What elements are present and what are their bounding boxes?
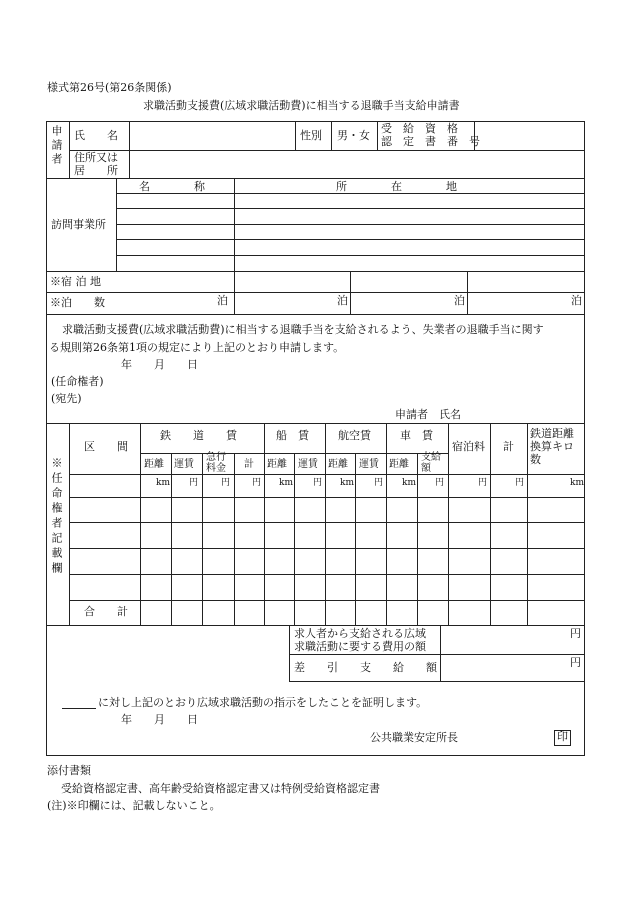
visit-name-header: 名 称	[139, 180, 205, 193]
table-rule-horizontal	[116, 239, 585, 240]
unit-yen: 円	[313, 478, 323, 488]
visit-label: 訪問事業所	[51, 218, 106, 231]
table-rule-vertical	[355, 453, 356, 626]
night-unit: 泊	[217, 294, 228, 307]
night-unit: 泊	[337, 294, 348, 307]
sub-fare: 運賃	[359, 459, 379, 470]
table-rule-vertical	[69, 423, 70, 626]
gender-label: 性別	[300, 129, 322, 142]
address-label-2: 居 所	[74, 164, 118, 177]
unit-km: km	[340, 478, 354, 488]
table-rule-vertical	[129, 121, 130, 179]
unit-km: km	[402, 478, 416, 488]
night-unit: 泊	[571, 294, 582, 307]
table-rule-horizontal	[116, 208, 585, 209]
seal-box: 印	[554, 730, 571, 746]
table-rule-vertical	[350, 271, 351, 314]
sub-fare: 運賃	[298, 459, 318, 470]
unit-yen: 円	[570, 627, 581, 640]
table-rule-vertical	[417, 453, 418, 626]
unit-yen: 円	[374, 478, 384, 488]
table-rule-horizontal	[46, 271, 585, 272]
table-rule-horizontal	[46, 292, 585, 293]
table-rule-vertical	[386, 423, 387, 626]
cert-label-1: 受 給 資 格	[381, 122, 458, 135]
address-label-1: 住所又は	[74, 151, 118, 164]
table-rule-vertical	[331, 121, 332, 151]
ship-fare-header: 船 賃	[276, 429, 309, 442]
table-rule-horizontal	[69, 497, 585, 498]
table-rule-horizontal	[69, 150, 585, 151]
certification-text: に対し上記のとおり広域求職活動の指示をしたことを証明します。	[98, 696, 428, 709]
table-rule-vertical	[377, 121, 378, 151]
table-rule-horizontal	[46, 625, 585, 626]
table-rule-vertical	[527, 423, 528, 626]
attachments-text: 受給資格認定書、高年齢受給資格認定書又は特例受給資格認定書	[61, 782, 380, 795]
table-rule-horizontal	[46, 314, 585, 315]
unit-yen: 円	[252, 478, 262, 488]
table-rule-horizontal	[116, 224, 585, 225]
gender-value: 男・女	[337, 129, 370, 142]
cert-label-2: 認 定 書 番 号	[381, 135, 480, 148]
lodging-fee-header: 宿泊料	[452, 440, 485, 453]
table-rule-vertical	[234, 453, 235, 626]
grand-total-label: 合 計	[84, 605, 128, 618]
table-rule-vertical	[234, 178, 235, 314]
unit-yen: 円	[189, 478, 199, 488]
declaration-line-2: る規則第26条第1項の規定により上記のとおり申請します。	[49, 341, 345, 354]
total-header: 計	[503, 440, 514, 453]
sub-fare: 運賃	[174, 459, 194, 470]
rail-km-header-2: 換算キロ	[530, 440, 574, 453]
sub-express-2: 料金	[206, 463, 226, 474]
unit-km: km	[156, 478, 170, 488]
addressee-label: (宛先)	[51, 392, 82, 405]
table-rule-vertical	[171, 453, 172, 626]
appointer-column-label: ※任命権者記載欄	[50, 457, 63, 577]
appointer-label: (任命権者)	[51, 375, 104, 388]
visit-location-header: 所 在 地	[336, 180, 457, 193]
unit-yen: 円	[221, 478, 231, 488]
table-rule-horizontal	[46, 423, 585, 424]
declaration-date: 年 月 日	[121, 358, 198, 371]
signer-label: 公共職業安定所長	[370, 731, 458, 744]
table-rule-horizontal	[46, 121, 585, 122]
rail-km-header-3: 数	[530, 453, 541, 466]
table-rule-horizontal	[69, 474, 585, 475]
sub-distance: 距離	[144, 459, 164, 470]
difference-label: 差 引 支 給 額	[294, 661, 437, 674]
car-fare-header: 車 賃	[400, 429, 433, 442]
name-label: 氏 名	[74, 129, 118, 142]
table-rule-vertical	[69, 121, 70, 179]
employer-paid-label-2: 求職活動に要する費用の額	[294, 640, 426, 653]
table-rule-horizontal	[62, 708, 96, 709]
rail-km-header-1: 鉄道距離	[530, 427, 574, 440]
sub-total: 計	[244, 459, 254, 470]
table-rule-vertical	[264, 423, 265, 626]
table-rule-vertical	[46, 121, 47, 756]
unit-km: km	[279, 478, 293, 488]
unit-yen: 円	[515, 478, 525, 488]
air-fare-header: 航空賃	[338, 429, 371, 442]
footer-note: (注)※印欄には、記載しないこと。	[47, 799, 221, 812]
table-rule-horizontal	[289, 654, 585, 655]
nights-label: ※泊 数	[50, 296, 105, 309]
table-rule-vertical	[294, 453, 295, 626]
table-rule-horizontal	[116, 193, 585, 194]
form-number: 様式第26号(第26条関係)	[47, 81, 172, 94]
table-rule-horizontal	[69, 574, 585, 575]
table-rule-horizontal	[116, 255, 585, 256]
table-rule-vertical	[448, 423, 449, 626]
applicant-signature-label: 申請者 氏名	[395, 408, 461, 421]
sub-car-amount-2: 額	[421, 463, 431, 474]
table-rule-vertical	[490, 423, 491, 626]
table-rule-horizontal	[46, 178, 585, 179]
table-rule-horizontal	[289, 681, 585, 682]
table-rule-horizontal	[69, 548, 585, 549]
table-rule-horizontal	[69, 522, 585, 523]
unit-yen: 円	[570, 656, 581, 669]
sub-car-amount-1: 支給	[421, 452, 441, 463]
table-rule-horizontal	[46, 755, 585, 756]
table-rule-vertical	[202, 453, 203, 626]
lodging-place-label: ※宿 泊 地	[50, 275, 101, 288]
attachments-label: 添付書類	[47, 764, 91, 777]
unit-km: km	[570, 478, 584, 488]
applicant-label: 申請者	[50, 125, 63, 167]
table-rule-vertical	[584, 121, 585, 756]
employer-paid-label-1: 求人者から支給される広域	[294, 627, 426, 640]
sub-distance: 距離	[267, 459, 287, 470]
table-rule-horizontal	[69, 600, 585, 601]
sub-distance: 距離	[389, 459, 409, 470]
sub-express-1: 急行	[206, 452, 226, 463]
table-rule-vertical	[295, 121, 296, 151]
unit-yen: 円	[478, 478, 488, 488]
sub-distance: 距離	[328, 459, 348, 470]
table-rule-vertical	[467, 271, 468, 314]
section-header: 区 間	[84, 440, 128, 453]
certification-date: 年 月 日	[121, 713, 198, 726]
declaration-line-1: 求職活動支援費(広域求職活動費)に相当する退職手当を支給されるよう、失業者の退職手当に関す	[62, 323, 544, 336]
form-title: 求職活動支援費(広域求職活動費)に相当する退職手当支給申請書	[143, 99, 460, 112]
table-rule-vertical	[325, 423, 326, 626]
night-unit: 泊	[454, 294, 465, 307]
rail-fare-header: 鉄 道 賃	[160, 429, 237, 442]
unit-yen: 円	[435, 478, 445, 488]
table-rule-vertical	[140, 423, 141, 626]
